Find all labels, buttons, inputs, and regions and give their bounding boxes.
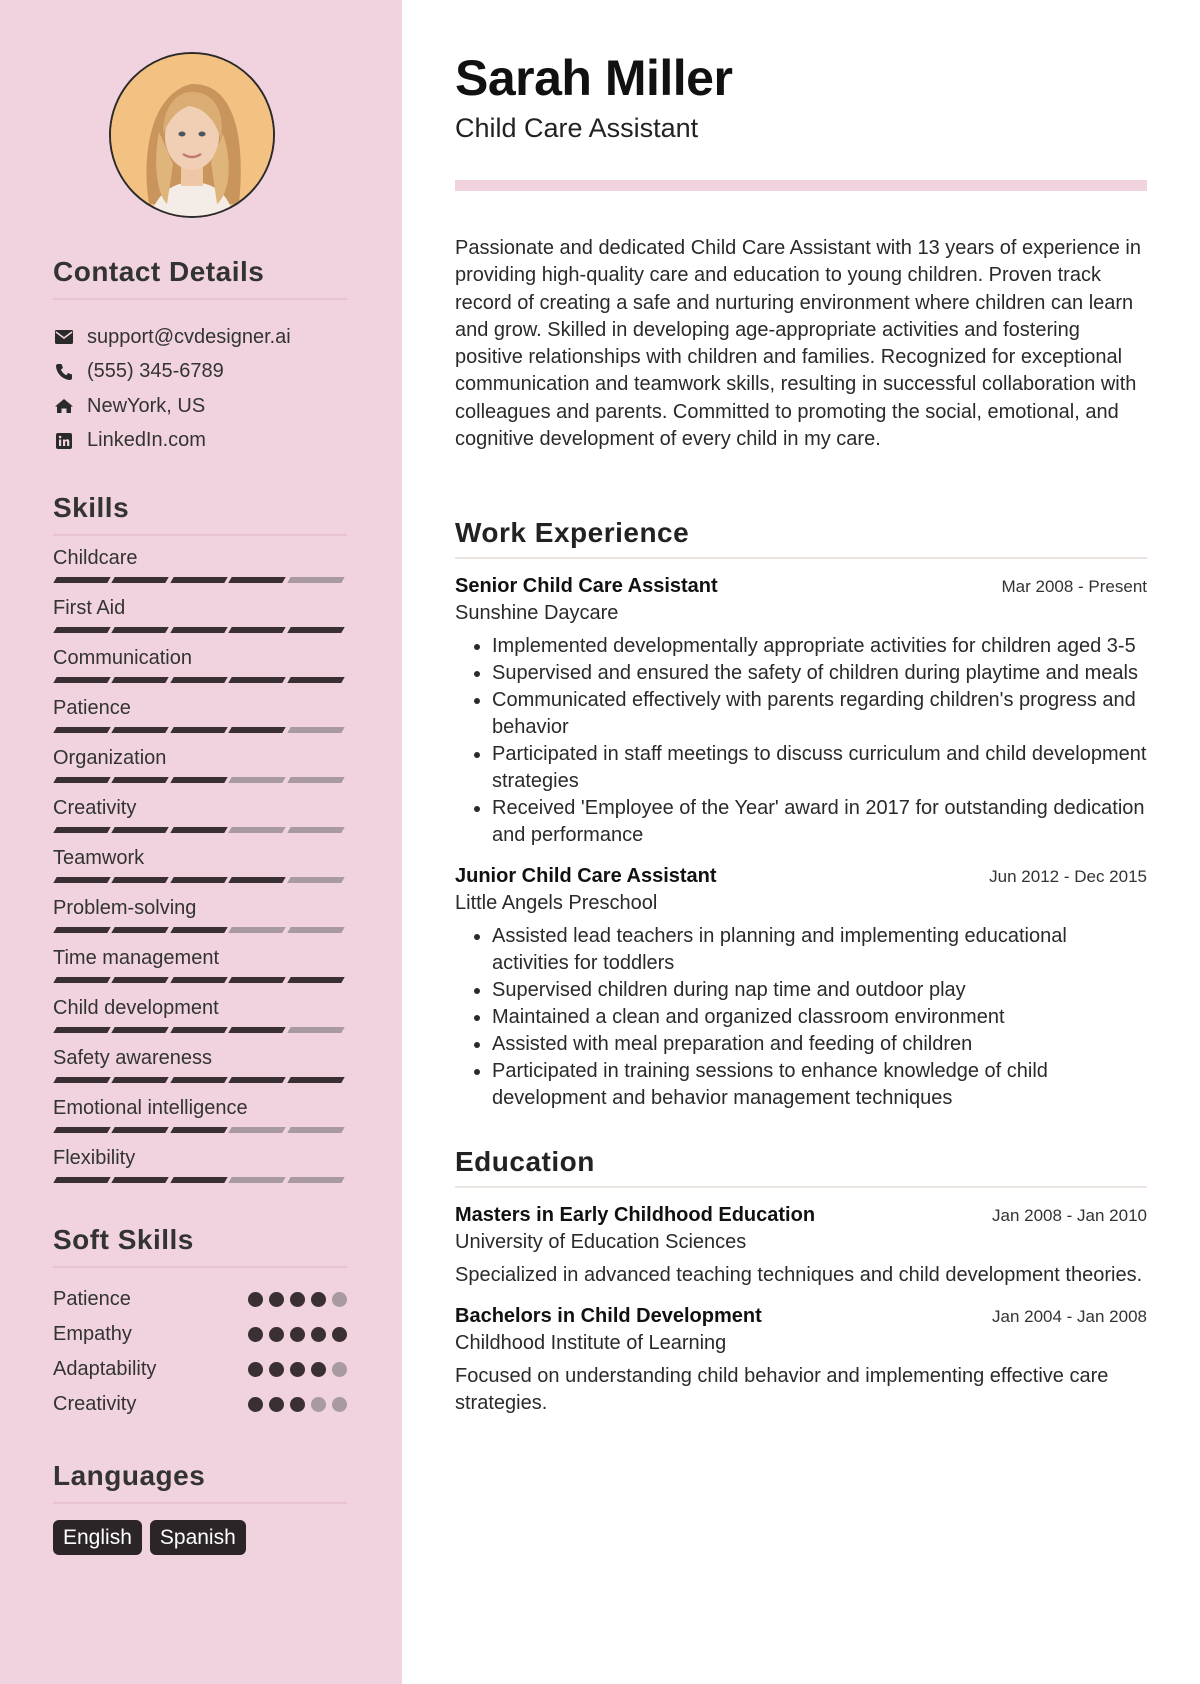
skill-bar-filled [287,677,345,683]
skill-bar-filled [112,1177,170,1183]
work-entry-title: Junior Child Care Assistant [455,865,717,888]
education-section [455,1146,1147,1417]
soft-skill-rating [242,1362,347,1377]
skill-name: Communication [53,647,192,669]
contact-section [53,256,347,458]
skill-bar-filled [112,577,170,583]
skill-bar-filled [170,977,228,983]
skill-bar-filled [53,1127,111,1133]
skill-bar-filled [53,927,111,933]
work-entry-bullets [455,633,1147,849]
work-entry-org: Little Angels Preschool [455,892,658,915]
languages-section [53,1460,347,1555]
contact-location-text: NewYork, US [87,394,206,417]
work-entry-title: Senior Child Care Assistant [455,575,718,598]
soft-skill-name: Patience [53,1288,131,1310]
skill-bar-empty [287,577,345,583]
skills-list [53,536,347,1186]
skill-bar-filled [170,1027,228,1033]
education-entry-desc: Specialized in advanced teaching techniques and child development theories. [455,1264,1143,1287]
rating-dot-empty [332,1397,347,1412]
skill-bar-filled [112,677,170,683]
soft-skill-item [53,1282,347,1317]
skill-bar-filled [228,877,286,883]
work-entry-bullets [455,923,1147,1112]
skill-name: Patience [53,697,131,719]
skill-level-bars [55,977,347,983]
soft-skill-rating [242,1327,347,1342]
work-experience-heading: Work Experience [455,517,1147,559]
soft-skill-name: Creativity [53,1393,137,1415]
rating-dot-filled [290,1362,305,1377]
sidebar [0,0,402,1684]
skill-bar-filled [287,977,345,983]
skill-bar-empty [287,827,345,833]
rating-dot-filled [269,1292,284,1307]
skill-bar-empty [287,777,345,783]
skill-item [53,786,347,836]
language-pill: Spanish [150,1520,246,1555]
skill-level-bars [55,827,347,833]
skill-bar-filled [170,627,228,633]
soft-skills-section [53,1224,347,1422]
skill-item [53,1036,347,1086]
education-heading: Education [455,1146,1147,1188]
rating-dot-filled [269,1397,284,1412]
education-entry-org: Childhood Institute of Learning [455,1332,727,1355]
skill-item [53,686,347,736]
education-entry-date: Jan 2004 - Jan 2008 [991,1307,1147,1327]
skill-bar-empty [228,927,286,933]
skill-item [53,636,347,686]
skill-bar-filled [112,627,170,633]
skill-item [53,836,347,886]
skill-bar-empty [287,1177,345,1183]
skill-bar-empty [228,777,286,783]
skill-bar-empty [287,927,345,933]
skill-bar-filled [112,1077,170,1083]
bullet-item: • Communicated effectively with parents regarding children's progress and behavior [492,687,1147,741]
avatar [109,52,275,218]
education-entry-desc: Focused on understanding child behavior and implementing effective care strategies. [455,1365,1109,1415]
bullet-item: • Assisted lead teachers in planning and implementing educational activities for toddlers [492,923,1147,977]
bullet-item: • Participated in training sessions to enhance knowledge of child development and behavior management techniques [492,1058,1147,1112]
skill-bar-filled [170,927,228,933]
skill-bar-filled [112,1127,170,1133]
soft-skill-rating [242,1397,347,1412]
skill-bar-empty [287,1127,345,1133]
skill-bar-filled [112,777,170,783]
skill-bar-filled [170,727,228,733]
soft-skill-item [53,1387,347,1422]
skill-bar-filled [112,977,170,983]
skill-level-bars [55,1027,347,1033]
rating-dot-filled [290,1327,305,1342]
skill-level-bars [55,677,347,683]
work-entry-date: Mar 2008 - Present [1001,577,1147,597]
skill-bar-filled [170,577,228,583]
skill-level-bars [55,577,347,583]
work-entry [455,865,1147,1112]
envelope-icon [53,326,75,348]
skill-bar-filled [228,627,286,633]
skill-item [53,936,347,986]
soft-skill-name: Empathy [53,1323,132,1345]
rating-dot-empty [311,1397,326,1412]
skill-item [53,1136,347,1186]
skill-level-bars [55,1127,347,1133]
skill-bar-filled [228,677,286,683]
bullet-item: • Assisted with meal preparation and feeding of children [492,1031,1147,1058]
education-entry [455,1204,1147,1289]
skill-bar-filled [287,627,345,633]
skill-bar-empty [228,827,286,833]
skill-level-bars [55,877,347,883]
rating-dot-filled [311,1292,326,1307]
job-title: Child Care Assistant [455,113,699,143]
skill-name: Emotional intelligence [53,1097,248,1119]
skill-level-bars [55,927,347,933]
soft-skill-item [53,1352,347,1387]
rating-dot-filled [311,1327,326,1342]
skill-name: Child development [53,997,219,1019]
rating-dot-filled [248,1292,263,1307]
bullet-item: • Maintained a clean and organized classroom environment [492,1004,1147,1031]
candidate-name: Sarah Miller [455,50,733,106]
rating-dot-filled [311,1362,326,1377]
soft-skill-rating [242,1292,347,1307]
contact-email[interactable] [53,320,347,355]
skill-bar-filled [228,577,286,583]
education-entry-date: Jan 2008 - Jan 2010 [991,1206,1147,1226]
skill-bar-filled [112,1027,170,1033]
skill-bar-filled [53,777,111,783]
skills-section [53,492,347,1186]
rating-dot-empty [332,1292,347,1307]
skill-name: Teamwork [53,847,145,869]
skill-bar-filled [228,977,286,983]
soft-skills-list [53,1282,347,1422]
contact-linkedin[interactable] [53,424,347,459]
skill-name: Organization [53,747,167,769]
skill-level-bars [55,727,347,733]
skill-bar-empty [228,1177,286,1183]
skill-bar-filled [112,827,170,833]
home-icon [53,395,75,417]
skill-bar-filled [228,1077,286,1083]
skill-bar-filled [112,727,170,733]
work-entry-org: Sunshine Daycare [455,602,619,625]
skill-bar-filled [53,1177,111,1183]
rating-dot-filled [290,1397,305,1412]
skill-bar-empty [287,877,345,883]
skill-bar-filled [112,927,170,933]
profile-summary: Passionate and dedicated Child Care Assistant with 13 years of experience in providing high-quality care and education to young children. Proven track record of creating a safe and nurturing environment where children can learn and grow. Skilled in developing age-appropriate activities and fostering positive relationships with children and families. Recognized for exceptional communication and teamwork skills, resulting in successful collaboration with colleagues and parents. Committed to promoting the social, emotional, and cognitive development of every child in my care. [455,237,1141,451]
skill-bar-filled [53,727,111,733]
contact-location [53,389,347,424]
education-entry-title: Masters in Early Childhood Education [455,1204,816,1227]
education-entry-title: Bachelors in Child Development [455,1305,762,1328]
skill-item [53,736,347,786]
skill-bar-filled [170,1077,228,1083]
skill-bar-filled [53,577,111,583]
rating-dot-filled [290,1292,305,1307]
education-entry-org: University of Education Sciences [455,1231,747,1254]
bullet-item: • Implemented developmentally appropriate activities for children aged 3-5 [492,633,1147,660]
skill-bar-filled [170,827,228,833]
skill-bar-filled [53,1027,111,1033]
skill-bar-filled [170,677,228,683]
skill-bar-filled [53,627,111,633]
skill-item [53,986,347,1036]
skill-bar-filled [228,727,286,733]
skill-bar-empty [287,1027,345,1033]
linkedin-icon [53,430,75,452]
rating-dot-filled [332,1327,347,1342]
skill-bar-empty [228,1127,286,1133]
rating-dot-filled [248,1397,263,1412]
skill-bar-filled [53,677,111,683]
skill-bar-filled [287,1077,345,1083]
skill-bar-filled [53,1077,111,1083]
skill-level-bars [55,627,347,633]
skill-item [53,1086,347,1136]
contact-list [53,320,347,458]
skill-bar-filled [228,1027,286,1033]
skill-name: Creativity [53,797,137,819]
bullet-item: • Supervised and ensured the safety of children during playtime and meals [492,660,1147,687]
skills-heading: Skills [53,492,347,536]
skill-bar-empty [287,727,345,733]
rating-dot-filled [269,1362,284,1377]
rating-dot-empty [332,1362,347,1377]
rating-dot-filled [248,1327,263,1342]
languages-list [53,1520,347,1555]
rating-dot-filled [248,1362,263,1377]
bullet-item: • Supervised children during nap time and outdoor play [492,977,1147,1004]
skill-bar-filled [170,777,228,783]
contact-linkedin-text: LinkedIn.com [87,429,206,452]
bullet-item: • Participated in staff meetings to discuss curriculum and child development strategies [492,741,1147,795]
phone-icon [53,361,75,383]
skill-bar-filled [53,877,111,883]
languages-heading: Languages [53,1460,347,1504]
contact-email-text: support@cvdesigner.ai [87,325,291,348]
skill-bar-filled [53,977,111,983]
soft-skill-item [53,1317,347,1352]
main-content [402,0,1200,1684]
skill-level-bars [55,1177,347,1183]
skill-level-bars [55,777,347,783]
skill-bar-filled [170,1127,228,1133]
skill-name: Childcare [53,547,138,569]
skill-bar-filled [112,877,170,883]
accent-divider [455,180,1147,191]
rating-dot-filled [269,1327,284,1342]
skill-bar-filled [170,1177,228,1183]
contact-phone-text: (555) 345-6789 [87,360,224,383]
skill-bar-filled [53,827,111,833]
skill-name: Safety awareness [53,1047,212,1069]
soft-skill-name: Adaptability [53,1358,157,1380]
contact-phone[interactable] [53,355,347,390]
skill-bar-filled [170,877,228,883]
work-entry [455,575,1147,849]
profile-photo [111,54,273,216]
bullet-item: • Received 'Employee of the Year' award in 2017 for outstanding dedication and performance [492,795,1147,849]
language-pill: English [53,1520,142,1555]
skill-name: Time management [53,947,219,969]
skill-name: First Aid [53,597,126,619]
work-entry-date: Jun 2012 - Dec 2015 [989,867,1147,887]
skill-name: Flexibility [53,1147,136,1169]
skill-item [53,536,347,586]
work-experience-section [455,517,1147,1112]
education-entry [455,1305,1147,1417]
skill-item [53,886,347,936]
soft-skills-heading: Soft Skills [53,1224,347,1268]
skill-level-bars [55,1077,347,1083]
skill-item [53,586,347,636]
contact-heading: Contact Details [53,256,347,300]
skill-name: Problem-solving [53,897,197,919]
